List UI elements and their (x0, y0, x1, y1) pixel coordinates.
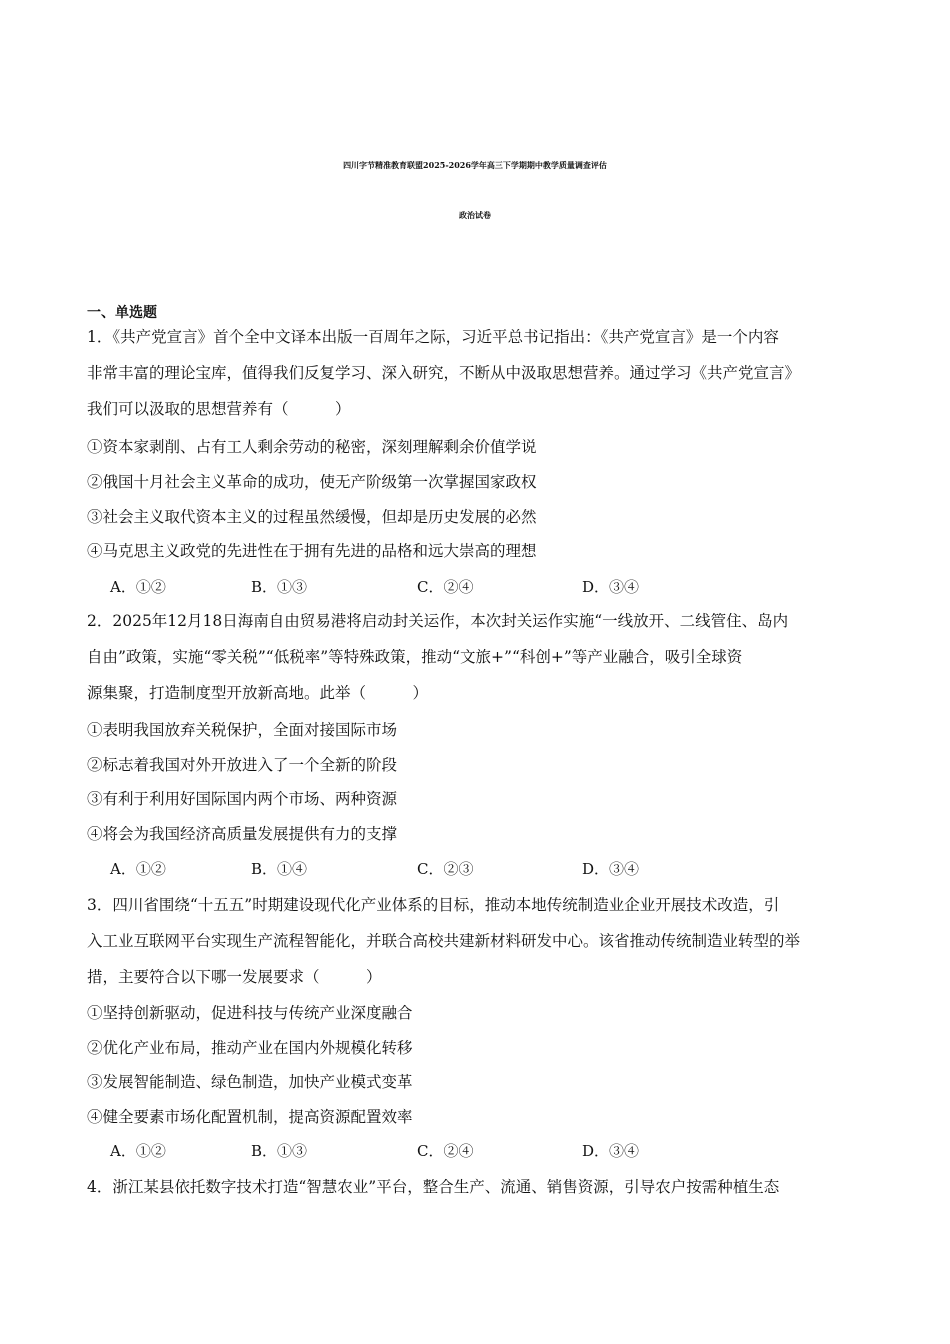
question-text-line: 自由”政策，实施“零关税”“低税率”等特殊政策，推动“文旅+”“科创+”等产业融合，吸引全球资 (87, 648, 743, 666)
exam-subtitle: 政治试卷 (459, 210, 491, 220)
statement-item: ④将会为我国经济高质量发展提供有力的支撑 (87, 825, 398, 843)
statement-item: ②优化产业布局，推动产业在国内外规模化转移 (87, 1039, 413, 1057)
option-a: A．①② (110, 578, 166, 596)
statement-item: ④健全要素市场化配置机制，提高资源配置效率 (87, 1108, 413, 1126)
section-heading: 一、单选题 (87, 305, 157, 321)
statement-item: ②俄国十月社会主义革命的成功，使无产阶级第一次掌握国家政权 (87, 473, 537, 491)
question-text-line: 4．浙江某县依托数字技术打造“智慧农业”平台，整合生产、流通、销售资源，引导农户按需种植生态 (87, 1178, 780, 1196)
option-d: D．③④ (582, 860, 640, 878)
question-text-line: 入工业互联网平台实现生产流程智能化，并联合高校共建新材料研发中心。该省推动传统制造业转型的举 (87, 932, 801, 950)
statement-item: ①坚持创新驱动，促进科技与传统产业深度融合 (87, 1004, 413, 1022)
option-c: C．②④ (417, 578, 474, 596)
option-b: B．①④ (251, 860, 308, 878)
statement-item: ②标志着我国对外开放进入了一个全新的阶段 (87, 756, 398, 774)
question-text-line: 非常丰富的理论宝库，值得我们反复学习、深入研究，不断从中汲取思想营养。通过学习《共产党宣言》 (87, 364, 801, 382)
statement-item: ③有利于利用好国际国内两个市场、两种资源 (87, 790, 398, 808)
option-c: C．②④ (417, 1142, 474, 1160)
question-text-line: 我们可以汲取的思想营养有（ ） (87, 400, 351, 418)
question-text-line: 措，主要符合以下哪一发展要求（ ） (87, 968, 382, 986)
statement-item: ①资本家剥削、占有工人剩余劳动的秘密，深刻理解剩余价值学说 (87, 438, 537, 456)
option-d: D．③④ (582, 578, 640, 596)
question-text-line: 3．四川省围绕“十五五”时期建设现代化产业体系的目标，推动本地传统制造业企业开展技术改造，引 (87, 896, 780, 914)
option-c: C．②③ (417, 860, 474, 878)
option-a: A．①② (110, 1142, 166, 1160)
statement-item: ④马克思主义政党的先进性在于拥有先进的品格和远大崇高的理想 (87, 542, 537, 560)
option-b: B．①③ (251, 578, 308, 596)
question-text-line: 2．2025年12月18日海南自由贸易港将启动封关运作，本次封关运作实施“一线放开、二线管住、岛内 (87, 612, 789, 630)
question-text-line: 源集聚，打造制度型开放新高地。此举（ ） (87, 684, 429, 702)
option-d: D．③④ (582, 1142, 640, 1160)
option-a: A．①② (110, 860, 166, 878)
statement-item: ③发展智能制造、绿色制造，加快产业模式变革 (87, 1073, 413, 1091)
question-text-line: 1．《共产党宣言》首个全中文译本出版一百周年之际，习近平总书记指出：《共产党宣言》是一个内容 (87, 328, 779, 346)
statement-item: ③社会主义取代资本主义的过程虽然缓慢，但却是历史发展的必然 (87, 508, 537, 526)
exam-title: 四川字节精准教育联盟2025-2026学年高三下学期期中教学质量调查评估 (343, 160, 607, 170)
statement-item: ①表明我国放弃关税保护，全面对接国际市场 (87, 721, 398, 739)
option-b: B．①③ (251, 1142, 308, 1160)
